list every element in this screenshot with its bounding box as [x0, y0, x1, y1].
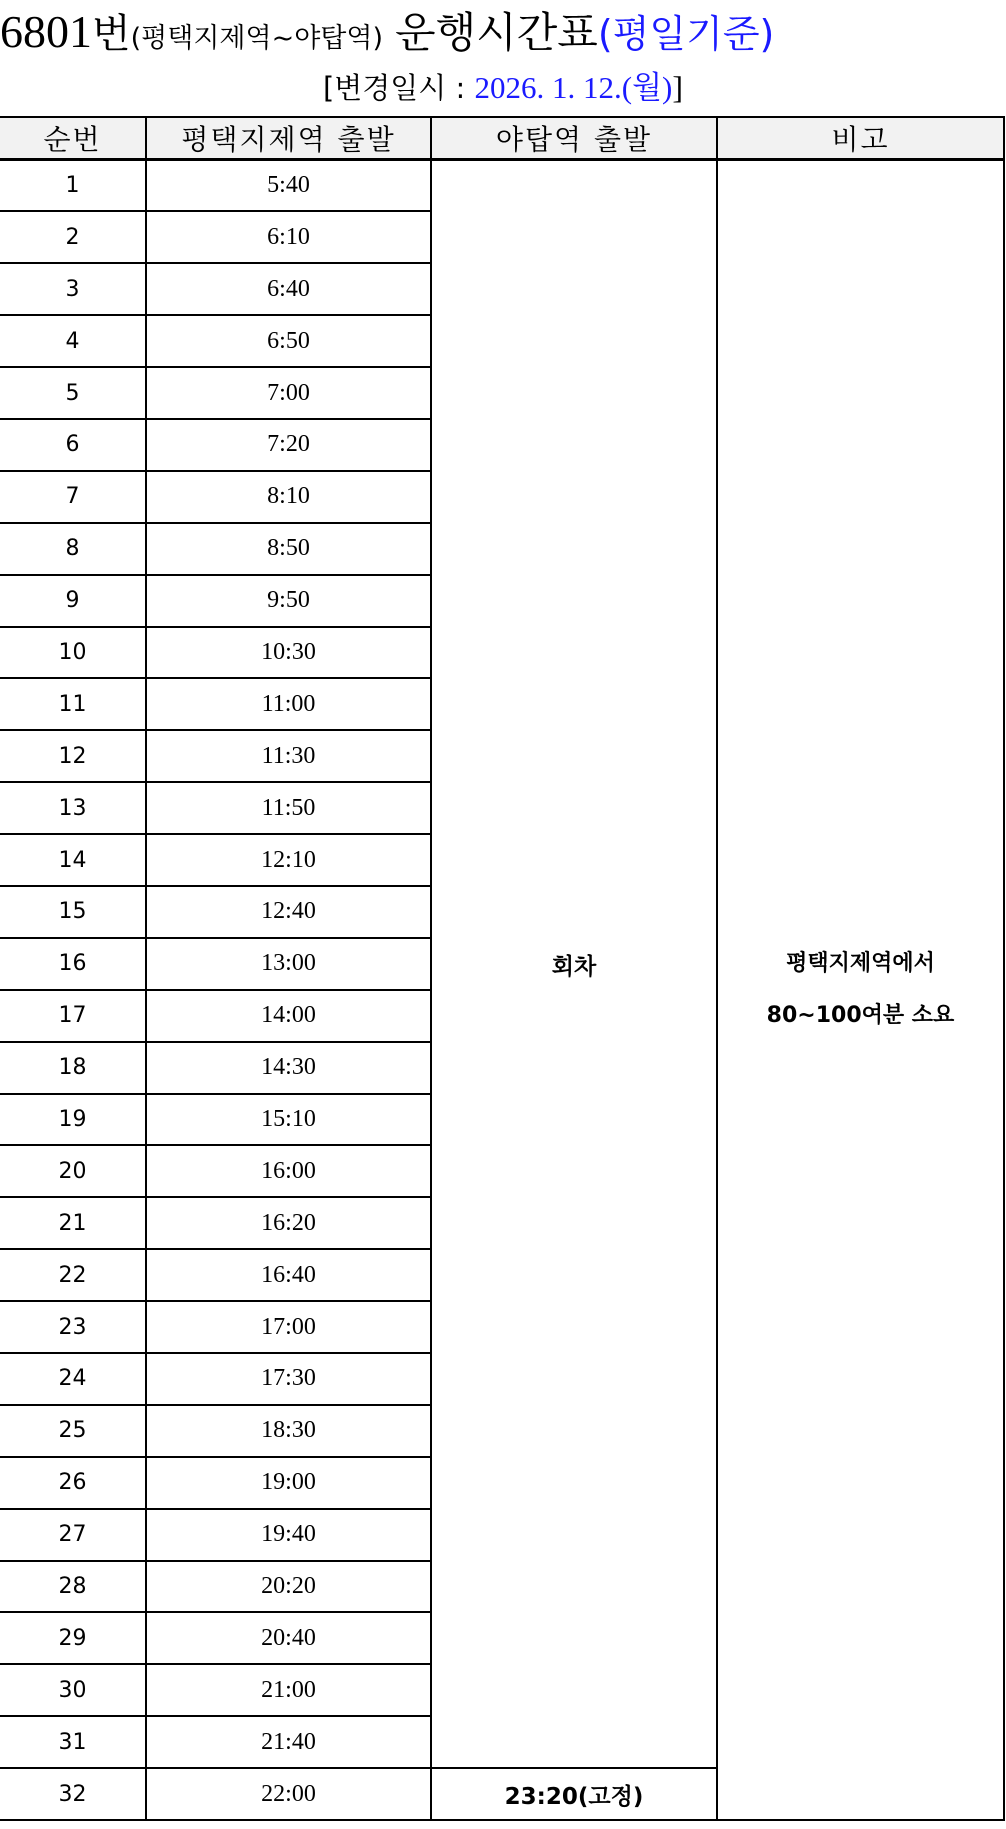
pyeongtaek-departure-time: 8:50 — [146, 523, 431, 575]
route-range: (평택지제역~야탑역) — [130, 23, 383, 54]
yatap-last-departure: 23:20(고정) — [431, 1768, 717, 1820]
note-line-2: 80~100여분 소요 — [766, 1003, 955, 1028]
row-number: 3 — [0, 263, 146, 315]
pyeongtaek-departure-time: 16:20 — [146, 1197, 431, 1249]
row-number: 12 — [0, 730, 146, 782]
row-number: 32 — [0, 1768, 146, 1820]
pyeongtaek-departure-time: 21:40 — [146, 1716, 431, 1768]
row-number: 27 — [0, 1509, 146, 1561]
row-number: 10 — [0, 627, 146, 679]
table-header-row — [0, 117, 1004, 160]
row-number: 30 — [0, 1664, 146, 1716]
row-number: 19 — [0, 1094, 146, 1146]
timetable — [0, 116, 1005, 1821]
table-row — [0, 160, 1004, 212]
row-number: 28 — [0, 1561, 146, 1613]
row-number: 4 — [0, 315, 146, 367]
row-number: 11 — [0, 678, 146, 730]
row-number: 14 — [0, 834, 146, 886]
row-number: 26 — [0, 1457, 146, 1509]
note-cell — [717, 160, 1004, 1821]
row-number: 2 — [0, 211, 146, 263]
day-type: (평일기준) — [597, 12, 775, 56]
pyeongtaek-departure-time: 22:00 — [146, 1768, 431, 1820]
pyeongtaek-departure-time: 11:00 — [146, 678, 431, 730]
row-number: 16 — [0, 938, 146, 990]
pyeongtaek-departure-time: 9:50 — [146, 575, 431, 627]
pyeongtaek-departure-time: 16:00 — [146, 1145, 431, 1197]
pyeongtaek-departure-time: 6:10 — [146, 211, 431, 263]
row-number: 22 — [0, 1249, 146, 1301]
yatap-return-cell: 회차 — [431, 160, 717, 1769]
pyeongtaek-departure-time: 13:00 — [146, 938, 431, 990]
pyeongtaek-departure-time: 11:50 — [146, 782, 431, 834]
pyeongtaek-departure-time: 20:40 — [146, 1612, 431, 1664]
pyeongtaek-departure-time: 17:00 — [146, 1301, 431, 1353]
changed-label: [변경일시 : — [322, 71, 475, 105]
page-title — [0, 0, 1006, 64]
pyeongtaek-departure-time: 17:30 — [146, 1353, 431, 1405]
pyeongtaek-departure-time: 12:40 — [146, 886, 431, 938]
pyeongtaek-departure-time: 18:30 — [146, 1405, 431, 1457]
pyeongtaek-departure-time: 20:20 — [146, 1561, 431, 1613]
pyeongtaek-departure-time: 6:40 — [146, 263, 431, 315]
row-number: 9 — [0, 575, 146, 627]
changed-close: ] — [672, 69, 684, 105]
pyeongtaek-departure-time: 10:30 — [146, 627, 431, 679]
pyeongtaek-departure-time: 6:50 — [146, 315, 431, 367]
row-number: 31 — [0, 1716, 146, 1768]
pyeongtaek-departure-time: 14:30 — [146, 1042, 431, 1094]
row-number: 13 — [0, 782, 146, 834]
pyeongtaek-departure-time: 7:20 — [146, 419, 431, 471]
row-number: 7 — [0, 471, 146, 523]
pyeongtaek-departure-time: 21:00 — [146, 1664, 431, 1716]
note-line-1: 평택지제역에서 — [786, 951, 935, 976]
row-number: 1 — [0, 160, 146, 212]
row-number: 20 — [0, 1145, 146, 1197]
changed-date: 2026. 1. 12.(월) — [474, 70, 673, 105]
pyeongtaek-departure-time: 15:10 — [146, 1094, 431, 1146]
row-number: 6 — [0, 419, 146, 471]
pyeongtaek-departure-time: 8:10 — [146, 471, 431, 523]
column-header-pyeongtaek-departure: 평택지제역 출발 — [146, 117, 431, 160]
timetable-body — [0, 160, 1004, 1821]
row-number: 15 — [0, 886, 146, 938]
pyeongtaek-departure-time: 19:40 — [146, 1509, 431, 1561]
row-number: 21 — [0, 1197, 146, 1249]
row-number: 29 — [0, 1612, 146, 1664]
change-date-line — [0, 64, 1006, 110]
row-number: 24 — [0, 1353, 146, 1405]
row-number: 8 — [0, 523, 146, 575]
row-number: 25 — [0, 1405, 146, 1457]
pyeongtaek-departure-time: 12:10 — [146, 834, 431, 886]
route-number: 6801 — [0, 6, 92, 57]
row-number: 5 — [0, 367, 146, 419]
pyeongtaek-departure-time: 7:00 — [146, 367, 431, 419]
pyeongtaek-departure-time: 16:40 — [146, 1249, 431, 1301]
column-header-number: 순번 — [0, 117, 146, 160]
column-header-yatap-departure: 야탑역 출발 — [431, 117, 717, 160]
pyeongtaek-departure-time: 19:00 — [146, 1457, 431, 1509]
pyeongtaek-departure-time: 5:40 — [146, 160, 431, 212]
row-number: 23 — [0, 1301, 146, 1353]
column-header-note: 비고 — [717, 117, 1004, 160]
pyeongtaek-departure-time: 14:00 — [146, 990, 431, 1042]
title-main: 운행시간표 — [395, 8, 598, 57]
pyeongtaek-departure-time: 11:30 — [146, 730, 431, 782]
row-number: 17 — [0, 990, 146, 1042]
row-number: 18 — [0, 1042, 146, 1094]
route-suffix: 번 — [92, 11, 131, 57]
